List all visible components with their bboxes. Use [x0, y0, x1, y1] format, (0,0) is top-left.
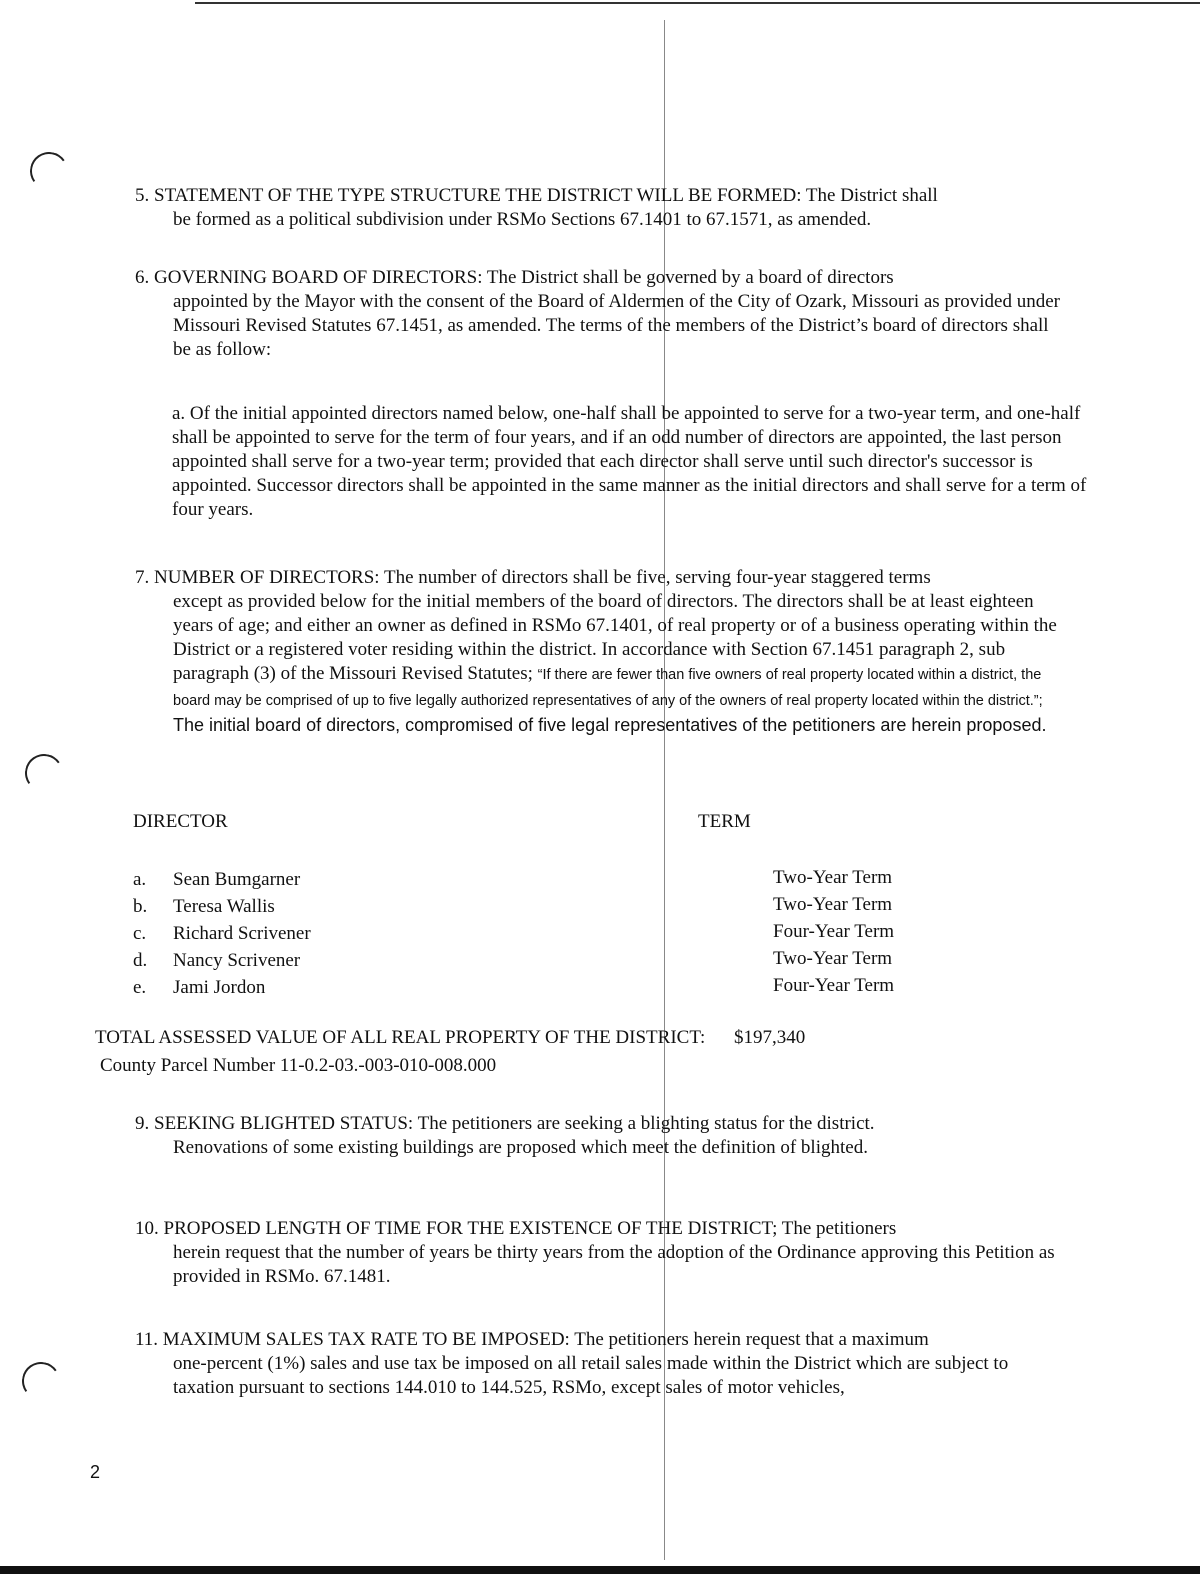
section-6-body: appointed by the Mayor with the consent of the Board of Aldermen of the City of Ozark, Missouri as provided under Missouri Revised Statutes 67.1451, as amended. The terms of the members of the District’s board of directors shall be as follow: [173, 291, 1060, 360]
section-11 [135, 1328, 1095, 1400]
director-row [133, 866, 300, 893]
section-5-body: be formed as a political subdivision under RSMo Sections 67.1401 to 67.1571, as amended. [173, 209, 872, 230]
director-letter: c. [133, 923, 147, 944]
statute-quote: “If there are fewer than five owners of real property located within a district, the board may be comprised of up to five legally authorized representatives of any of the owners of real property located within the district.”; [173, 667, 1043, 709]
director-letter: e. [133, 977, 147, 998]
punch-hole-mark [22, 751, 66, 795]
page-number: 2 [90, 1462, 101, 1482]
section-6-subitem-a: a. Of the initial appointed directors named below, one-half shall be appointed to serve for a two-year term, and one-half shall be appointed to serve for the term of four years, and if an odd number of directors are appointed, the last person appointed shall serve for a two-year term; provided that each director shall serve until such director's successor is appointed. Successor directors shall be appointed in the same manner as the initial directors and shall serve for a term of four years. [172, 403, 1087, 520]
director-name: Richard Scrivener [173, 923, 311, 944]
section-9-heading: 9. SEEKING BLIGHTED STATUS: The petitioners are seeking a blighting status for the district. [135, 1113, 875, 1134]
director-row [133, 893, 275, 920]
section-9 [135, 1112, 1095, 1160]
director-name: Jami Jordon [173, 977, 266, 998]
section-7-text: except as provided below for the initial members of the board of directors. The directors shall be at least eighteen years of age; and either an owner as defined in RSMo 67.1401, of real property or of a business operating within the District or a registered voter residing within the district. In accordance with Section 67.1451 paragraph 2, sub paragraph (3) of the Missouri Revised Statutes; [173, 591, 1057, 684]
term-column-header: TERM [698, 811, 751, 832]
director-name: Teresa Wallis [173, 896, 275, 917]
section-10-body: herein request that the number of years be thirty years from the adoption of the Ordinance approving this Petition as provided in RSMo. 67.1481. [173, 1242, 1055, 1287]
director-letter: a. [133, 869, 147, 890]
assessed-value-line [95, 1027, 805, 1049]
director-row [133, 974, 265, 1001]
director-column-header: DIRECTOR [133, 811, 228, 832]
director-letter: b. [133, 896, 148, 917]
county-parcel-number: County Parcel Number 11-0.2-03.-003-010-008.000 [100, 1055, 497, 1076]
assessed-value-amount: $197,340 [734, 1027, 806, 1048]
punch-hole-mark [19, 1359, 63, 1403]
director-row [133, 947, 300, 974]
section-7-closing: The initial board of directors, compromised of five legal representatives of the petitioners are herein proposed. [173, 715, 1047, 735]
section-6-heading: 6. GOVERNING BOARD OF DIRECTORS: The District shall be governed by a board of directors [135, 267, 894, 288]
section-7-heading: 7. NUMBER OF DIRECTORS: The number of directors shall be five, serving four-year staggered terms [135, 567, 931, 588]
section-10 [135, 1217, 1095, 1289]
section-7 [135, 566, 1095, 738]
director-letter: d. [133, 950, 148, 971]
director-term: Two-Year Term [773, 867, 893, 888]
section-9-body: Renovations of some existing buildings are proposed which meet the definition of blighted. [173, 1137, 868, 1158]
director-term: Four-Year Term [773, 975, 895, 996]
director-name: Nancy Scrivener [173, 950, 301, 971]
scan-edge-top [195, 2, 1200, 4]
section-6 [135, 266, 1095, 362]
director-term: Four-Year Term [773, 921, 895, 942]
section-11-body: one-percent (1%) sales and use tax be imposed on all retail sales made within the District which are subject to taxation pursuant to sections 144.010 to 144.525, RSMo, except sales of motor vehicles, [173, 1353, 1009, 1398]
director-term: Two-Year Term [773, 948, 893, 969]
director-name: Sean Bumgarner [173, 869, 301, 890]
section-10-heading: 10. PROPOSED LENGTH OF TIME FOR THE EXISTENCE OF THE DISTRICT; The petitioners [135, 1218, 897, 1239]
section-5-heading: 5. STATEMENT OF THE TYPE STRUCTURE THE DISTRICT WILL BE FORMED: The District shall [135, 185, 938, 206]
scan-edge-bottom [0, 1566, 1200, 1574]
assessed-value-label: TOTAL ASSESSED VALUE OF ALL REAL PROPERTY OF THE DISTRICT: [95, 1027, 706, 1048]
section-7-body [135, 590, 1063, 738]
director-row [133, 920, 311, 947]
punch-hole-mark [27, 149, 71, 193]
section-11-heading: 11. MAXIMUM SALES TAX RATE TO BE IMPOSED: The petitioners herein request that a maximum [135, 1329, 929, 1350]
director-term: Two-Year Term [773, 894, 893, 915]
section-5 [135, 184, 1095, 232]
